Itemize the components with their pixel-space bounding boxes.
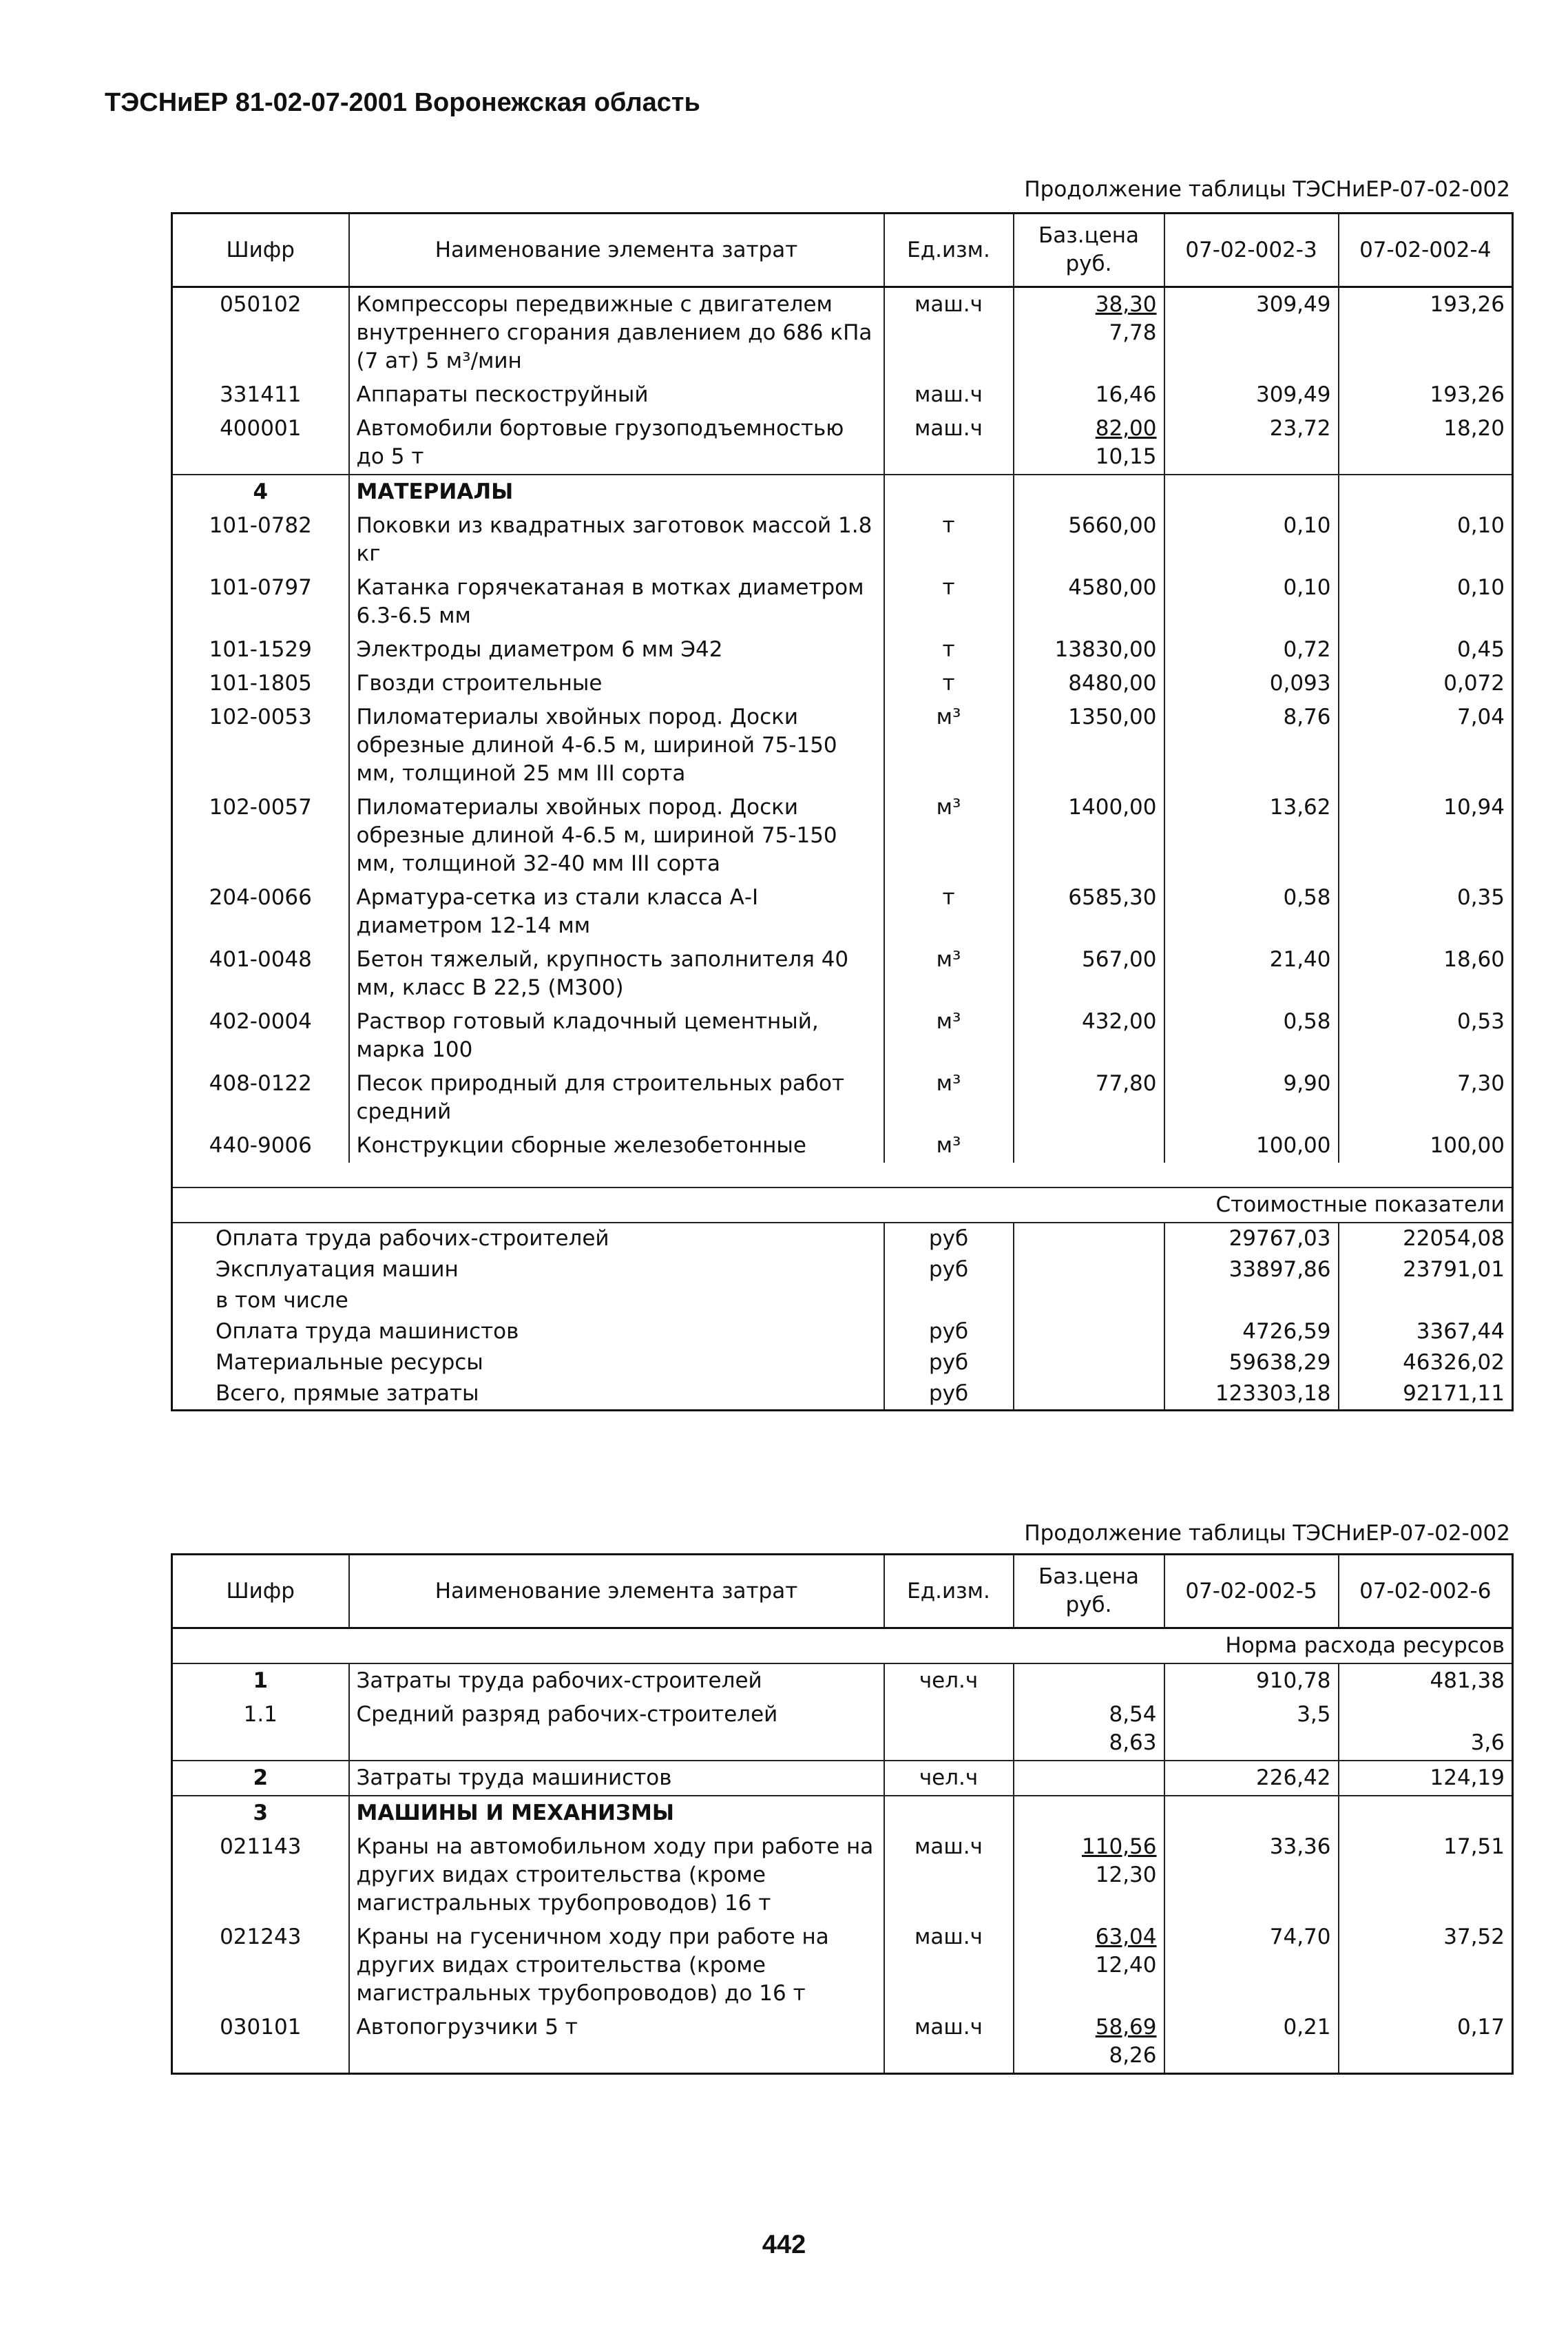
row-price [1014,1698,1164,1761]
empty-cell [1014,1285,1164,1316]
empty-cell [1339,475,1513,509]
table-row [172,287,1513,379]
summary-label: Эксплуатация машин [216,1257,459,1282]
table-row [172,791,1513,881]
row-price [1014,2011,1164,2074]
empty-cell [884,475,1014,509]
norm-title-row [172,1628,1513,1664]
row-value-2: 0,072 [1339,667,1513,701]
section-row [172,475,1513,509]
row-value-2: 481,38 [1339,1663,1513,1698]
column-header-name: Наименование элемента затрат [349,214,884,287]
summary-value-1 [1164,1285,1339,1316]
row-name: Аппараты пескоструйный [349,378,884,412]
table-row [172,701,1513,791]
summary-unit [884,1285,1014,1316]
price-value: 63,04 [1095,1925,1157,1949]
row-unit: м³ [884,943,1014,1005]
column-header-norm-5: 07-02-002-5 [1164,1555,1339,1628]
resource-table-1 [171,212,1514,1411]
column-header-norm-4: 07-02-002-4 [1339,214,1513,287]
row-value-1: 100,00 [1164,1129,1339,1163]
row-value-2: 0,10 [1339,571,1513,633]
column-header-name: Наименование элемента затрат [349,1555,884,1628]
summary-value-1: 29767,03 [1164,1223,1339,1254]
row-value-2: 0,17 [1339,2011,1513,2074]
row-code: 204-0066 [209,885,312,910]
table-row [172,1830,1513,1920]
row-code: 021243 [220,1925,302,1949]
summary-value-2: 92171,11 [1339,1378,1513,1411]
row-unit: маш.ч [884,2011,1014,2074]
row-name: Конструкции сборные железобетонные [349,1129,884,1163]
row-price [1014,287,1164,379]
row-value-1: 0,21 [1164,2011,1339,2074]
spacer-row [172,1163,1513,1187]
row-price [1014,412,1164,475]
summary-value-1: 59638,29 [1164,1347,1339,1378]
summary-value-2: 46326,02 [1339,1347,1513,1378]
summary-value-2: 22054,08 [1339,1223,1513,1254]
table-row [172,881,1513,943]
summary-label: Всего, прямые затраты [216,1381,479,1406]
section-row [172,1796,1513,1830]
summary-row [172,1347,1513,1378]
row-value-1: 21,40 [1164,943,1339,1005]
row-price: 6585,30 [1014,881,1164,943]
row-unit: м³ [884,1129,1014,1163]
table1-header-row [172,214,1513,287]
row-value-1: 33,36 [1164,1830,1339,1920]
summary-label: Материальные ресурсы [216,1350,483,1375]
row-value-1: 13,62 [1164,791,1339,881]
row-value-1: 0,093 [1164,667,1339,701]
row-name: Автопогрузчики 5 т [349,2011,884,2074]
row-price: 16,46 [1014,378,1164,412]
row-name: Автомобили бортовые грузоподъемностью до 5 т [349,412,884,475]
summary-label: в том числе [216,1288,348,1313]
row-code: 440-9006 [209,1133,312,1158]
table-row [172,1761,1513,1796]
empty-cell [884,1796,1014,1830]
price-value: 8,54 [1109,1702,1157,1727]
row-unit: т [884,509,1014,571]
row-value-2: 0,35 [1339,881,1513,943]
row-value-1: 309,49 [1164,378,1339,412]
row-name: Краны на автомобильном ходу при работе на других видах строительства (кроме магистральных трубопроводов) 16 т [349,1830,884,1920]
row-name: Катанка горячекатаная в мотках диаметром 6.3-6.5 мм [349,571,884,633]
row-value-1: 0,58 [1164,881,1339,943]
column-header-price: Баз.цена руб. [1014,1555,1164,1628]
row-name: Пиломатериалы хвойных пород. Доски обрезные длиной 4-6.5 м, шириной 75-150 мм, толщиной 25 мм III сорта [349,701,884,791]
row-value-1: 0,10 [1164,509,1339,571]
row-code: 331411 [220,382,302,407]
row-value-1: 8,76 [1164,701,1339,791]
price-value: 82,00 [1095,416,1157,441]
row-price: 567,00 [1014,943,1164,1005]
row-value-2: 193,26 [1339,378,1513,412]
row-value-2: 18,60 [1339,943,1513,1005]
row-code: 102-0057 [209,795,312,820]
table-row [172,943,1513,1005]
row-value-2: 0,45 [1339,633,1513,667]
row-name: Гвозди строительные [349,667,884,701]
row-price [1014,1761,1164,1796]
row-value-1: 226,42 [1164,1761,1339,1796]
table-row [172,667,1513,701]
row-value-2: 10,94 [1339,791,1513,881]
column-header-price: Баз.цена руб. [1014,214,1164,287]
row-unit: м³ [884,701,1014,791]
table2-caption: Продолжение таблицы ТЭСНиЕР-07-02-002 [1024,1521,1510,1546]
summary-value-1: 33897,86 [1164,1254,1339,1285]
row-code: 101-1529 [209,637,312,662]
row-unit [884,1698,1014,1761]
section-title: МАТЕРИАЛЫ [349,475,884,509]
row-name: Затраты труда рабочих-строителей [349,1663,884,1698]
empty-cell [1014,1223,1164,1254]
row-unit: т [884,667,1014,701]
summary-unit: руб [884,1378,1014,1411]
empty-cell [1339,1796,1513,1830]
price-wage-value: 12,30 [1095,1863,1157,1887]
empty-cell [1014,1316,1164,1347]
row-code: 030101 [220,2015,302,2040]
row-name: Краны на гусеничном ходу при работе на других видах строительства (кроме магистральных трубопроводов) до 16 т [349,1920,884,2011]
row-code: 408-0122 [209,1071,312,1096]
row-price: 4580,00 [1014,571,1164,633]
column-header-code: Шифр [172,1555,349,1628]
row-name: Электроды диаметром 6 мм Э42 [349,633,884,667]
row-value-2: 193,26 [1339,287,1513,379]
empty-cell [1014,475,1164,509]
empty-cell [1014,1254,1164,1285]
table-row [172,412,1513,475]
row-value-2: 18,20 [1339,412,1513,475]
row-code: 1 [253,1668,269,1693]
row-unit: маш.ч [884,378,1014,412]
summary-label: Оплата труда рабочих-строителей [216,1226,609,1251]
row-value-2: 100,00 [1339,1129,1513,1163]
document-header: ТЭСНиЕР 81-02-07-2001 Воронежская область [105,88,700,117]
column-header-norm-6: 07-02-002-6 [1339,1555,1513,1628]
summary-value-2: 23791,01 [1339,1254,1513,1285]
row-value-2: 0,53 [1339,1005,1513,1067]
row-name: Компрессоры передвижные с двигателем внутреннего сгорания давлением до 686 кПа (7 ат) 5 м³/мин [349,287,884,379]
row-price: 432,00 [1014,1005,1164,1067]
norm-title: Норма расхода ресурсов [172,1628,1513,1664]
row-value-2: 124,19 [1339,1761,1513,1796]
row-price [1014,1920,1164,2011]
row-unit: маш.ч [884,287,1014,379]
row-name: Поковки из квадратных заготовок массой 1.8 кг [349,509,884,571]
empty-cell [1014,1347,1164,1378]
row-unit: т [884,881,1014,943]
row-value-1: 74,70 [1164,1920,1339,2011]
column-header-code: Шифр [172,214,349,287]
price-value: 110,56 [1082,1834,1157,1859]
empty-cell [1164,475,1339,509]
section-code: 3 [172,1796,349,1830]
row-unit: чел.ч [884,1761,1014,1796]
table-row [172,571,1513,633]
row-value-1: 0,72 [1164,633,1339,667]
table2-header-row [172,1555,1513,1628]
row-value-1: 910,78 [1164,1663,1339,1698]
summary-value-1: 4726,59 [1164,1316,1339,1347]
row-code: 400001 [220,416,302,441]
row-code: 102-0053 [209,705,312,729]
row-code: 101-1805 [209,671,312,696]
summary-value-1: 123303,18 [1164,1378,1339,1411]
row-value-1: 23,72 [1164,412,1339,475]
summary-title: Стоимостные показатели [172,1187,1513,1223]
summary-row [172,1378,1513,1411]
row-value-2 [1339,1698,1513,1761]
section-code: 4 [172,475,349,509]
row-value-1: 309,49 [1164,287,1339,379]
column-header-unit: Ед.изм. [884,1555,1014,1628]
summary-unit: руб [884,1347,1014,1378]
row-value-2: 7,04 [1339,701,1513,791]
row-price [1014,1663,1164,1698]
row-value-1: 3,5 [1164,1698,1339,1761]
table-row [172,1698,1513,1761]
empty-cell [1164,1796,1339,1830]
grade-value-2: 3,6 [1470,1730,1505,1755]
column-header-norm-3: 07-02-002-3 [1164,214,1339,287]
empty-cell [1014,1378,1164,1411]
table-row [172,1067,1513,1129]
row-code: 101-0797 [209,575,312,600]
table-row [172,1129,1513,1163]
summary-unit: руб [884,1223,1014,1254]
summary-value-2: 3367,44 [1339,1316,1513,1347]
spacer-cell [172,1163,1513,1187]
row-code: 402-0004 [209,1009,312,1034]
row-name: Бетон тяжелый, крупность заполнителя 40 мм, класс В 22,5 (М300) [349,943,884,1005]
row-unit: маш.ч [884,1830,1014,1920]
row-value-1: 9,90 [1164,1067,1339,1129]
row-unit: м³ [884,791,1014,881]
row-name: Пиломатериалы хвойных пород. Доски обрезные длиной 4-6.5 м, шириной 75-150 мм, толщиной 32-40 мм III сорта [349,791,884,881]
row-code: 2 [172,1761,349,1796]
row-unit: чел.ч [884,1663,1014,1698]
row-price: 5660,00 [1014,509,1164,571]
row-price [1014,1129,1164,1163]
row-unit: т [884,571,1014,633]
row-code: 021143 [220,1834,302,1859]
summary-unit: руб [884,1316,1014,1347]
row-price [1014,1830,1164,1920]
row-unit: маш.ч [884,1920,1014,2011]
row-value-2: 37,52 [1339,1920,1513,2011]
row-price: 13830,00 [1014,633,1164,667]
row-value-1: 0,58 [1164,1005,1339,1067]
page-number: 442 [762,2230,806,2259]
row-value-2: 0,10 [1339,509,1513,571]
section-title: МАШИНЫ И МЕХАНИЗМЫ [349,1796,884,1830]
row-unit: маш.ч [884,412,1014,475]
row-name: Средний разряд рабочих-строителей [349,1698,884,1761]
price-wage-value: 7,78 [1109,320,1157,345]
price-value: 38,30 [1095,292,1157,317]
price-wage-value: 10,15 [1095,444,1157,469]
table-row [172,509,1513,571]
row-code: 050102 [220,292,302,317]
row-value-1: 0,10 [1164,571,1339,633]
row-unit: м³ [884,1067,1014,1129]
row-name: Раствор готовый кладочный цементный, марка 100 [349,1005,884,1067]
table-row [172,1005,1513,1067]
row-name: Песок природный для строительных работ средний [349,1067,884,1129]
row-name: Арматура-сетка из стали класса А-I диаметром 12-14 мм [349,881,884,943]
summary-label: Оплата труда машинистов [216,1319,519,1344]
row-name: Затраты труда машинистов [349,1761,884,1796]
summary-row [172,1316,1513,1347]
table-row [172,1920,1513,2011]
row-code: 1.1 [243,1702,278,1727]
row-code: 401-0048 [209,947,312,972]
row-price: 77,80 [1014,1067,1164,1129]
row-code: 101-0782 [209,513,312,538]
table1-caption: Продолжение таблицы ТЭСНиЕР-07-02-002 [1024,177,1510,202]
resource-table-2 [171,1553,1514,2075]
summary-value-2 [1339,1285,1513,1316]
column-header-unit: Ед.изм. [884,214,1014,287]
row-price: 1350,00 [1014,701,1164,791]
price-value: 58,69 [1095,2015,1157,2040]
summary-row [172,1285,1513,1316]
summary-unit: руб [884,1254,1014,1285]
table-row [172,1663,1513,1698]
row-value-2: 7,30 [1339,1067,1513,1129]
summary-row [172,1254,1513,1285]
row-value-2: 17,51 [1339,1830,1513,1920]
empty-cell [1014,1796,1164,1830]
table-row [172,2011,1513,2074]
price-wage-value: 8,26 [1109,2043,1157,2068]
summary-title-row [172,1187,1513,1223]
price-wage-value: 12,40 [1095,1953,1157,1978]
table-row [172,633,1513,667]
row-price: 8480,00 [1014,667,1164,701]
price-value-2: 8,63 [1109,1730,1157,1755]
summary-row [172,1223,1513,1254]
row-price: 1400,00 [1014,791,1164,881]
row-unit: т [884,633,1014,667]
table-row [172,378,1513,412]
row-unit: м³ [884,1005,1014,1067]
